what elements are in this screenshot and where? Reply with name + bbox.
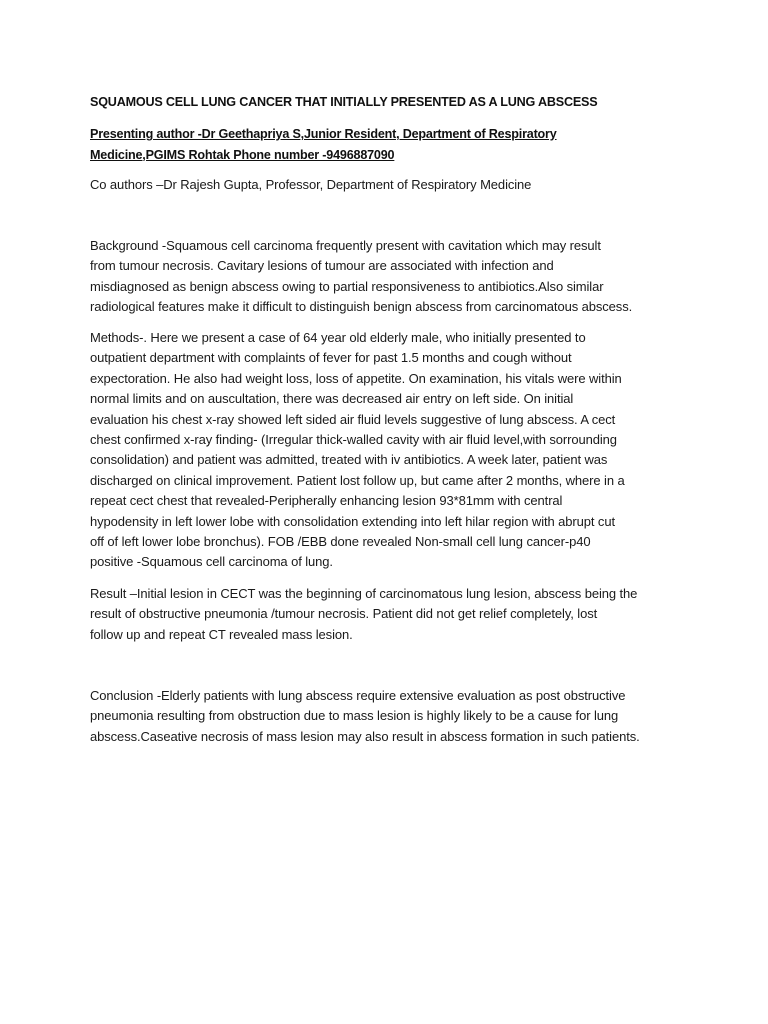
paragraph-line: misdiagnosed as benign abscess owing to partial responsiveness to antibiotics.Also similar: [90, 278, 604, 294]
paragraph-line: from tumour necrosis. Cavitary lesions of tumour are associated with infection and: [90, 258, 554, 274]
presenting-author: [90, 124, 690, 165]
paragraph-line: evaluation his chest x-ray showed left sided air fluid levels suggestive of lung abscess. A cect: [90, 411, 616, 427]
paragraph-line: expectoration. He also had weight loss, loss of appetite. On examination, his vitals were within: [90, 370, 622, 386]
paragraph-line: Methods-. Here we present a case of 64 year old elderly male, who initially presented to: [90, 330, 586, 345]
paragraph-line: repeat cect chest that revealed-Peripherally enhancing lesion 93*81mm with central: [90, 493, 563, 509]
paragraph-line: Background -Squamous cell carcinoma frequently present with cavitation which may result: [90, 238, 601, 253]
document-title: SQUAMOUS CELL LUNG CANCER THAT INITIALLY PRESENTED AS A LUNG ABSCESS: [90, 95, 598, 109]
co-authors: Co authors –Dr Rajesh Gupta, Professor, Department of Respiratory Medicine: [90, 177, 532, 192]
background-paragraph: [90, 236, 690, 318]
paragraph-line: positive -Squamous cell carcinoma of lung.: [90, 554, 333, 570]
paragraph-line: pneumonia resulting from obstruction due to mass lesion is highly likely to be a cause for lung: [90, 708, 619, 724]
paragraph-line: outpatient department with complaints of fever for past 1.5 months and cough without: [90, 350, 572, 366]
paragraph-line: chest confirmed x-ray finding- (Irregular thick-walled cavity with air fluid level,with sorrounding: [90, 432, 617, 448]
paragraph-line: follow up and repeat CT revealed mass lesion.: [90, 626, 353, 642]
paragraph-line: radiological features make it difficult to distinguish benign abscess from carcinomatous abscess.: [90, 299, 633, 315]
conclusion-paragraph: [90, 686, 690, 747]
paragraph-line: normal limits and on auscultation, there was decreased air entry on left side. On initial: [90, 391, 574, 407]
methods-paragraph: [90, 328, 690, 573]
paragraph-line: discharged on clinical improvement. Patient lost follow up, but came after 2 months, where in a: [90, 472, 625, 488]
result-paragraph: [90, 584, 690, 645]
paragraph-line: abscess.Caseative necrosis of mass lesion may also result in abscess formation in such patients.: [90, 728, 640, 744]
paragraph-line: off of left lower lobe bronchus). FOB /EBB done revealed Non-small cell lung cancer-p40: [90, 534, 591, 550]
paragraph-line: consolidation) and patient was admitted, treated with iv antibiotics. A week later, patient was: [90, 452, 608, 468]
paragraph-line: result of obstructive pneumonia /tumour necrosis. Patient did not get relief completely, lost: [90, 606, 598, 622]
presenting-author-line: Presenting author -Dr Geethapriya S,Junior Resident, Department of Respiratory: [90, 127, 557, 141]
presenting-author-line: Medicine,PGIMS Rohtak Phone number -9496887090: [90, 147, 395, 162]
paragraph-line: hypodensity in left lower lobe with consolidation extending into left hilar region with abrupt cut: [90, 513, 615, 529]
paragraph-line: Result –Initial lesion in CECT was the beginning of carcinomatous lung lesion, abscess being the: [90, 586, 638, 601]
paragraph-line: Conclusion -Elderly patients with lung abscess require extensive evaluation as post obstructive: [90, 688, 626, 703]
